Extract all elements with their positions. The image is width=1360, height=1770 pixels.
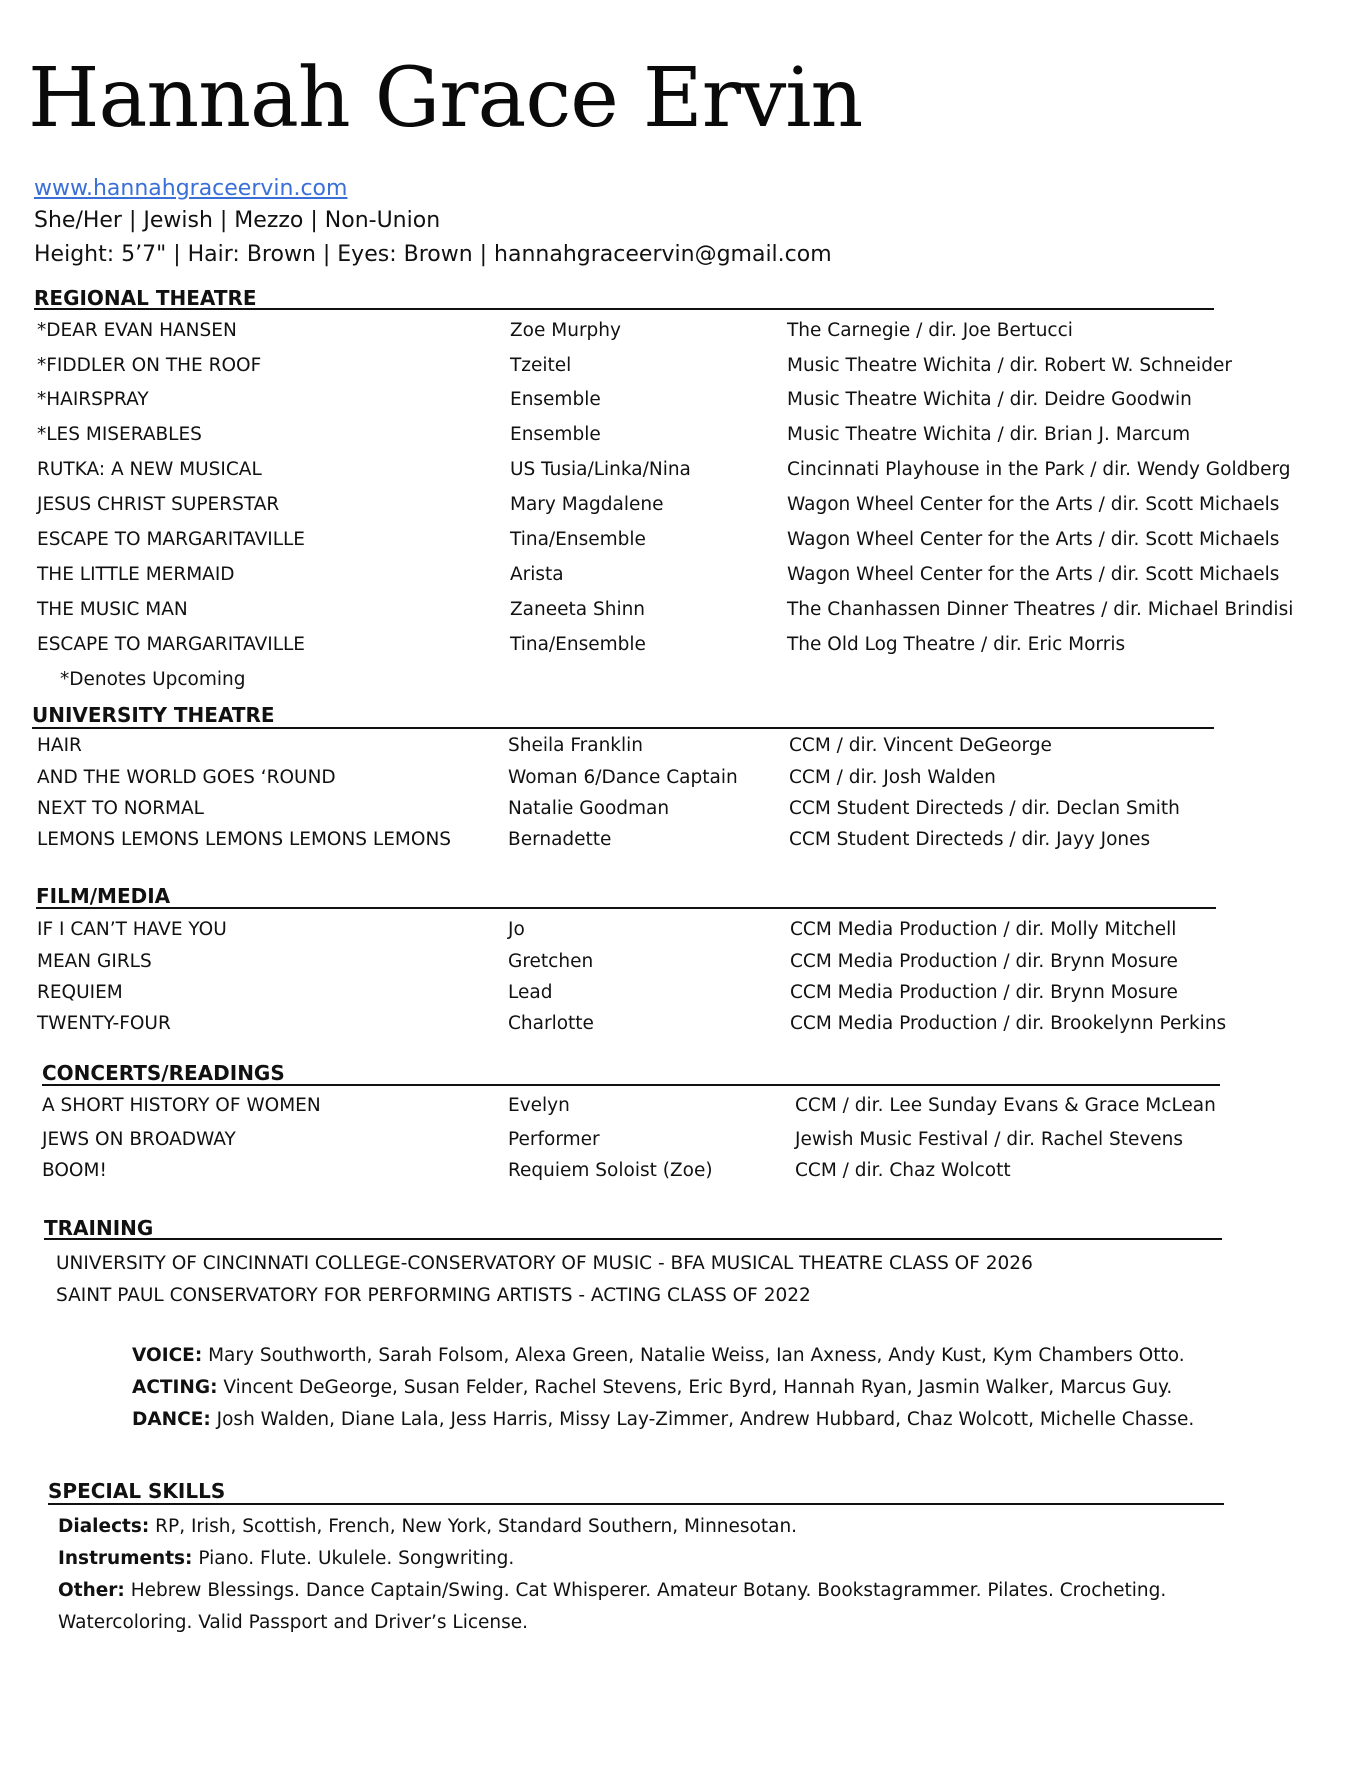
skill-other <box>58 1580 1166 1601</box>
credit-title: LEMONS LEMONS LEMONS LEMONS LEMONS <box>37 829 452 850</box>
section-title-training: TRAINING <box>44 1216 154 1240</box>
credit-venue-director: CCM Student Directeds / dir. Jayy Jones <box>789 829 1151 850</box>
credit-role: Evelyn <box>508 1095 570 1116</box>
section-rule-concerts <box>42 1084 1220 1086</box>
section-title-university: UNIVERSITY THEATRE <box>32 703 275 727</box>
credit-title: ESCAPE TO MARGARITAVILLE <box>37 529 305 550</box>
training-school: SAINT PAUL CONSERVATORY FOR PERFORMING ARTISTS - ACTING CLASS OF 2022 <box>56 1285 811 1306</box>
credit-venue-director: CCM Media Production / dir. Molly Mitchell <box>790 919 1177 940</box>
skill-text: Hebrew Blessings. Dance Captain/Swing. Cat Whisperer. Amateur Botany. Bookstagrammer. Pilates. Crocheting. <box>124 1580 1167 1601</box>
skill-label: Dialects: <box>58 1516 150 1537</box>
credit-role: Arista <box>510 564 564 585</box>
skill-other-continued: Watercoloring. Valid Passport and Driver’s License. <box>58 1612 529 1633</box>
credit-venue-director: The Carnegie / dir. Joe Bertucci <box>787 320 1073 341</box>
credit-title: AND THE WORLD GOES ‘ROUND <box>37 767 336 788</box>
credit-title: *FIDDLER ON THE ROOF <box>37 355 262 376</box>
credit-title: *HAIRSPRAY <box>37 389 149 410</box>
skill-instruments <box>58 1548 514 1569</box>
credit-title: NEXT TO NORMAL <box>37 798 204 819</box>
credit-title: JEWS ON BROADWAY <box>42 1129 236 1150</box>
teachers-label: VOICE: <box>132 1345 203 1366</box>
teachers-names: Mary Southworth, Sarah Folsom, Alexa Green, Natalie Weiss, Ian Axness, Andy Kust, Kym Chambers Otto. <box>202 1345 1185 1366</box>
credit-venue-director: Cincinnati Playhouse in the Park / dir. Wendy Goldberg <box>787 459 1291 480</box>
teachers-dance <box>132 1409 1194 1430</box>
credit-role: Bernadette <box>508 829 612 850</box>
credit-venue-director: Music Theatre Wichita / dir. Robert W. Schneider <box>787 355 1232 376</box>
credit-role: Gretchen <box>508 951 594 972</box>
credit-venue-director: CCM / dir. Vincent DeGeorge <box>789 735 1052 756</box>
credit-role: Sheila Franklin <box>508 735 644 756</box>
credit-title: HAIR <box>37 735 82 756</box>
skill-text: RP, Irish, Scottish, French, New York, Standard Southern, Minnesotan. <box>149 1516 798 1537</box>
teachers-names: Josh Walden, Diane Lala, Jess Harris, Missy Lay-Zimmer, Andrew Hubbard, Chaz Wolcott, Michelle Chasse. <box>210 1409 1195 1430</box>
credit-title: ESCAPE TO MARGARITAVILLE <box>37 634 305 655</box>
resume-name: Hannah Grace Ervin <box>28 51 863 146</box>
credit-venue-director: Wagon Wheel Center for the Arts / dir. Scott Michaels <box>787 529 1280 550</box>
credit-title: A SHORT HISTORY OF WOMEN <box>42 1095 321 1116</box>
credit-role: US Tusia/Linka/Nina <box>510 459 691 480</box>
credit-venue-director: CCM / dir. Lee Sunday Evans & Grace McLean <box>795 1095 1216 1116</box>
credit-venue-director: CCM Media Production / dir. Brynn Mosure <box>790 982 1178 1003</box>
credit-role: Ensemble <box>510 389 601 410</box>
credit-title: IF I CAN’T HAVE YOU <box>37 919 227 940</box>
upcoming-note: *Denotes Upcoming <box>60 669 246 690</box>
credit-venue-director: CCM Media Production / dir. Brookelynn Perkins <box>790 1013 1227 1034</box>
teachers-names: Vincent DeGeorge, Susan Felder, Rachel Stevens, Eric Byrd, Hannah Ryan, Jasmin Walker, Marcus Guy. <box>217 1377 1173 1398</box>
skill-dialects <box>58 1516 797 1537</box>
section-title-regional: REGIONAL THEATRE <box>34 286 257 310</box>
section-rule-skills <box>48 1503 1224 1505</box>
credit-role: Natalie Goodman <box>508 798 670 819</box>
skill-label: Other: <box>58 1580 125 1601</box>
credit-role: Tina/Ensemble <box>510 529 646 550</box>
identity-line: She/Her | Jewish | Mezzo | Non-Union <box>34 208 441 233</box>
credit-role: Performer <box>508 1129 600 1150</box>
credit-title: TWENTY-FOUR <box>37 1013 171 1034</box>
credit-role: Zoe Murphy <box>510 320 621 341</box>
section-rule-training <box>44 1238 1222 1240</box>
credit-venue-director: CCM / dir. Josh Walden <box>789 767 996 788</box>
credit-venue-director: The Chanhassen Dinner Theatres / dir. Michael Brindisi <box>787 599 1294 620</box>
credit-title: JESUS CHRIST SUPERSTAR <box>37 494 280 515</box>
credit-title: THE MUSIC MAN <box>37 599 188 620</box>
section-rule-university <box>32 727 1214 729</box>
credit-venue-director: Music Theatre Wichita / dir. Brian J. Marcum <box>787 424 1191 445</box>
section-rule-regional <box>34 308 1214 310</box>
teachers-acting <box>132 1377 1172 1398</box>
credit-venue-director: Wagon Wheel Center for the Arts / dir. Scott Michaels <box>787 494 1280 515</box>
credit-role: Lead <box>508 982 553 1003</box>
credit-title: BOOM! <box>42 1160 107 1181</box>
section-title-concerts: CONCERTS/READINGS <box>42 1061 285 1085</box>
credit-venue-director: CCM Student Directeds / dir. Declan Smith <box>789 798 1180 819</box>
website-link[interactable]: www.hannahgraceervin.com <box>34 176 348 201</box>
training-school: UNIVERSITY OF CINCINNATI COLLEGE-CONSERVATORY OF MUSIC - BFA MUSICAL THEATRE CLASS OF 2026 <box>56 1253 1033 1274</box>
credit-venue-director: Wagon Wheel Center for the Arts / dir. Scott Michaels <box>787 564 1280 585</box>
credit-title: REQUIEM <box>37 982 123 1003</box>
credit-role: Mary Magdalene <box>510 494 664 515</box>
section-rule-film <box>36 907 1216 909</box>
section-title-skills: SPECIAL SKILLS <box>48 1479 226 1503</box>
credit-title: *DEAR EVAN HANSEN <box>37 320 237 341</box>
teachers-label: DANCE: <box>132 1409 211 1430</box>
credit-role: Tina/Ensemble <box>510 634 646 655</box>
section-title-film: FILM/MEDIA <box>36 884 171 908</box>
credit-venue-director: CCM / dir. Chaz Wolcott <box>795 1160 1011 1181</box>
skill-text: Piano. Flute. Ukulele. Songwriting. <box>192 1548 515 1569</box>
credit-role: Zaneeta Shinn <box>510 599 646 620</box>
credit-title: MEAN GIRLS <box>37 951 152 972</box>
credit-title: RUTKA: A NEW MUSICAL <box>37 459 262 480</box>
credit-role: Woman 6/Dance Captain <box>508 767 738 788</box>
credit-title: THE LITTLE MERMAID <box>37 564 235 585</box>
teachers-label: ACTING: <box>132 1377 218 1398</box>
skill-label: Instruments: <box>58 1548 193 1569</box>
credit-role: Requiem Soloist (Zoe) <box>508 1160 713 1181</box>
teachers-voice <box>132 1345 1185 1366</box>
credit-role: Jo <box>508 919 525 940</box>
credit-role: Charlotte <box>508 1013 594 1034</box>
credit-title: *LES MISERABLES <box>37 424 202 445</box>
credit-venue-director: Music Theatre Wichita / dir. Deidre Goodwin <box>787 389 1192 410</box>
credit-venue-director: Jewish Music Festival / dir. Rachel Stevens <box>795 1129 1184 1150</box>
credit-role: Ensemble <box>510 424 601 445</box>
credit-venue-director: CCM Media Production / dir. Brynn Mosure <box>790 951 1178 972</box>
credit-role: Tzeitel <box>510 355 572 376</box>
credit-venue-director: The Old Log Theatre / dir. Eric Morris <box>787 634 1126 655</box>
measurements-email-line: Height: 5’7" | Hair: Brown | Eyes: Brown | hannahgraceervin@gmail.com <box>34 242 832 267</box>
